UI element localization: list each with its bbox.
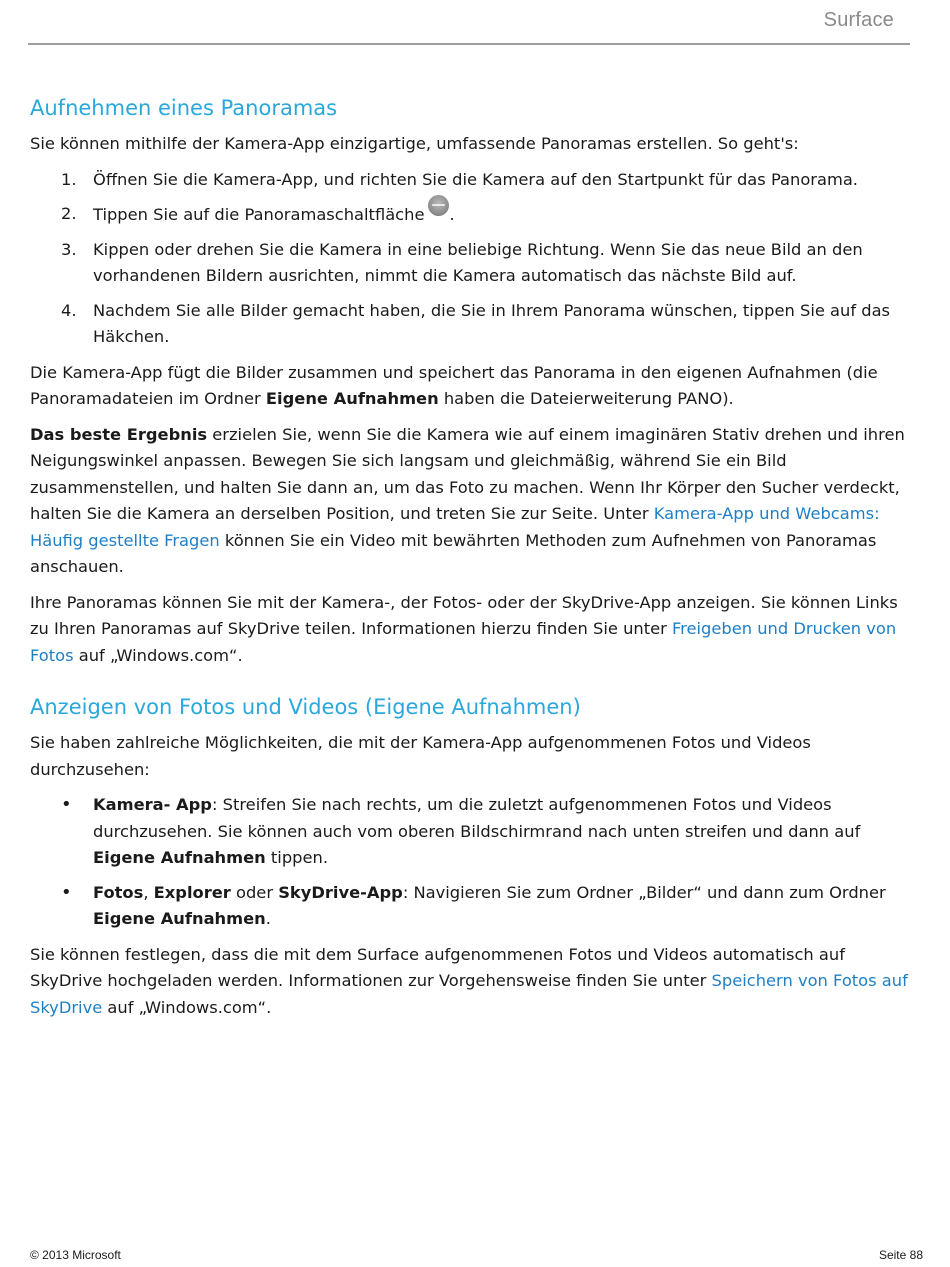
text-run: erzielen Sie, wenn Sie die Kamera wie auf einem imaginären Stativ drehen und ihren Neigungswinkel anpassen. Bewegen Sie sich langsam und gleichmäßig, während Sie ein Bild zusammenstellen, und halten Sie dann an, um das Foto zu machen. Wenn Ihr Körper den Sucher verdeckt, halten Sie die Kamera an derselben Position, und treten Sie zur Seite. Unter bbox=[30, 424, 905, 523]
bold-text: Das beste Ergebnis bbox=[30, 424, 208, 444]
bold-text: Eigene Aufnahmen bbox=[93, 848, 266, 867]
page-content bbox=[30, 94, 910, 1030]
step-number: 1. bbox=[61, 169, 77, 189]
save-photos-skydrive-link[interactable]: Speichern von Fotos auf SkyDrive bbox=[30, 971, 908, 1017]
share-print-photos-link[interactable]: Freigeben und Drucken von Fotos bbox=[30, 619, 897, 665]
list-item bbox=[30, 792, 910, 872]
step-text: Nachdem Sie alle Bilder gemacht haben, die Sie in Ihrem Panorama wünschen, tippen Sie auf das Häkchen. bbox=[93, 300, 891, 346]
section-heading-view-photos: Anzeigen von Fotos und Videos (Eigene Aufnahmen) bbox=[30, 695, 581, 719]
bullet-icon: • bbox=[61, 881, 72, 903]
list-item bbox=[30, 880, 910, 933]
text-run: haben die Dateierweiterung PANO). bbox=[438, 389, 734, 408]
skydrive-upload-paragraph bbox=[30, 942, 910, 1022]
text-run: auf „Windows.com“. bbox=[102, 997, 272, 1017]
camera-faq-link[interactable]: Kamera-App und Webcams: Häufig gestellte Fragen bbox=[30, 504, 880, 550]
best-result-paragraph bbox=[30, 422, 910, 581]
step-text: Tippen Sie auf die Panoramaschaltfläche bbox=[93, 205, 425, 224]
bold-text: Explorer bbox=[153, 882, 231, 902]
bullet-icon: • bbox=[61, 794, 72, 815]
step-suffix: . bbox=[449, 205, 455, 224]
list-item bbox=[30, 201, 910, 229]
list-item bbox=[30, 298, 910, 351]
list-item bbox=[30, 167, 910, 194]
view-photos-intro: Sie haben zahlreiche Möglichkeiten, die mit der Kamera-App aufgenommenen Fotos und Videos durchzusehen: bbox=[30, 733, 811, 779]
step-text: Öffnen Sie die Kamera-App, und richten Sie die Kamera auf den Startpunkt für das Panorama. bbox=[93, 169, 858, 189]
text-run: auf „Windows.com“. bbox=[73, 645, 243, 665]
bold-text: Kamera- App bbox=[93, 795, 212, 814]
step-number: 3. bbox=[61, 239, 77, 259]
brand-logo-text: Surface bbox=[823, 9, 894, 31]
text-run: : Navigieren Sie zum Ordner „Bilder“ und dann zum Ordner bbox=[402, 882, 886, 902]
bold-text: Eigene Aufnahmen bbox=[265, 389, 439, 408]
footer-page-number: Seite 88 bbox=[878, 1248, 923, 1262]
panorama-icon bbox=[428, 195, 449, 216]
section-heading-panorama: Aufnehmen eines Panoramas bbox=[30, 96, 338, 120]
text-run: tippen. bbox=[265, 848, 329, 867]
panorama-steps-list bbox=[30, 167, 910, 351]
text-run: können Sie ein Video mit bewährten Methoden zum Aufnehmen von Panoramas anschauen. bbox=[30, 530, 877, 576]
header-divider bbox=[28, 43, 910, 45]
text-run: oder bbox=[230, 882, 279, 902]
bold-text: Eigene Aufnahmen bbox=[93, 909, 266, 928]
text-run: Sie können festlegen, dass die mit dem Surface aufgenommenen Fotos und Videos automatisch auf SkyDrive hochgeladen werden. Informationen zur Vorgehensweise finden Sie unter bbox=[30, 944, 845, 990]
panorama-intro: Sie können mithilfe der Kamera-App einzigartige, umfassende Panoramas erstellen. So geht's: bbox=[30, 134, 799, 153]
text-run: : Streifen Sie nach rechts, um die zuletzt aufgenommenen Fotos und Videos durchzusehen. Sie können auch vom oberen Bildschirmrand nach unten streifen und dann auf bbox=[93, 795, 861, 841]
text-run: , bbox=[143, 882, 154, 902]
view-options-list bbox=[30, 792, 910, 933]
bold-text: Fotos bbox=[93, 882, 144, 902]
text-run: Ihre Panoramas können Sie mit der Kamera-, der Fotos- oder der SkyDrive-App anzeigen. Sie können Links zu Ihren Panoramas auf SkyDrive teilen. Informationen hierzu finden Sie unter bbox=[30, 592, 898, 638]
panorama-storage-paragraph bbox=[30, 360, 910, 413]
footer-copyright: © 2013 Microsoft bbox=[30, 1248, 121, 1262]
view-panoramas-paragraph bbox=[30, 590, 910, 670]
bold-text: SkyDrive-App bbox=[278, 882, 403, 902]
text-run: . bbox=[265, 909, 271, 928]
text-run: Die Kamera-App fügt die Bilder zusammen und speichert das Panorama in den eigenen Aufnahmen (die Panoramadateien im Ordner bbox=[30, 362, 878, 408]
step-text: Kippen oder drehen Sie die Kamera in eine beliebige Richtung. Wenn Sie das neue Bild an den vorhandenen Bildern ausrichten, nimmt die Kamera automatisch das nächste Bild auf. bbox=[93, 239, 863, 285]
step-number: 2. bbox=[61, 204, 77, 223]
list-item bbox=[30, 237, 910, 290]
step-number: 4. bbox=[61, 300, 77, 320]
